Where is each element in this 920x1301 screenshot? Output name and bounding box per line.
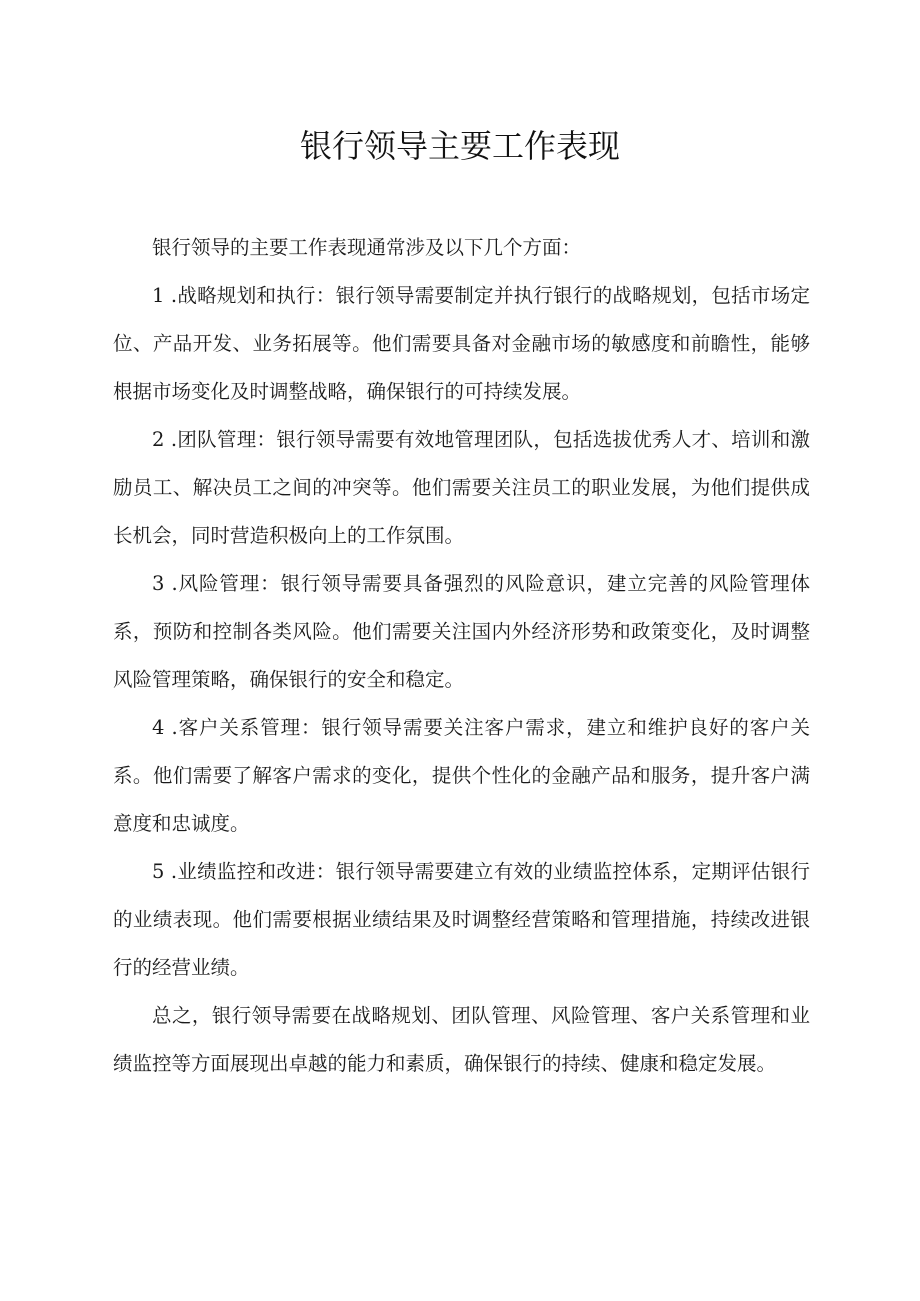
paragraph-risk-management: 3 .风险管理：银行领导需要具备强烈的风险意识，建立完善的风险管理体系，预防和控制各类风险。他们需要关注国内外经济形势和政策变化，及时调整风险管理策略，确保银行的安全和稳定。 [113, 572, 810, 691]
conclusion-paragraph: 总之，银行领导需要在战略规划、团队管理、风险管理、客户关系管理和业绩监控等方面展现出卓越的能力和素质，确保银行的持续、健康和稳定发展。 [113, 1004, 810, 1075]
paragraph-customer-relations: 4 .客户关系管理：银行领导需要关注客户需求，建立和维护良好的客户关系。他们需要了解客户需求的变化，提供个性化的金融产品和服务，提升客户满意度和忠诚度。 [113, 716, 810, 835]
document-body [113, 224, 810, 1088]
document-title: 银行领导主要工作表现 [299, 127, 620, 165]
paragraph-strategy: 1 .战略规划和执行：银行领导需要制定并执行银行的战略规划，包括市场定位、产品开发、业务拓展等。他们需要具备对金融市场的敏感度和前瞻性，能够根据市场变化及时调整战略，确保银行的可持续发展。 [113, 284, 810, 403]
intro-paragraph: 银行领导的主要工作表现通常涉及以下几个方面： [152, 236, 582, 259]
paragraph-team-management: 2 .团队管理：银行领导需要有效地管理团队，包括选拔优秀人才、培训和激励员工、解决员工之间的冲突等。他们需要关注员工的职业发展，为他们提供成长机会，同时营造积极向上的工作氛围。 [113, 428, 810, 547]
paragraph-performance-monitoring: 5 .业绩监控和改进：银行领导需要建立有效的业绩监控体系，定期评估银行的业绩表现。他们需要根据业绩结果及时调整经营策略和管理措施，持续改进银行的经营业绩。 [113, 860, 810, 979]
